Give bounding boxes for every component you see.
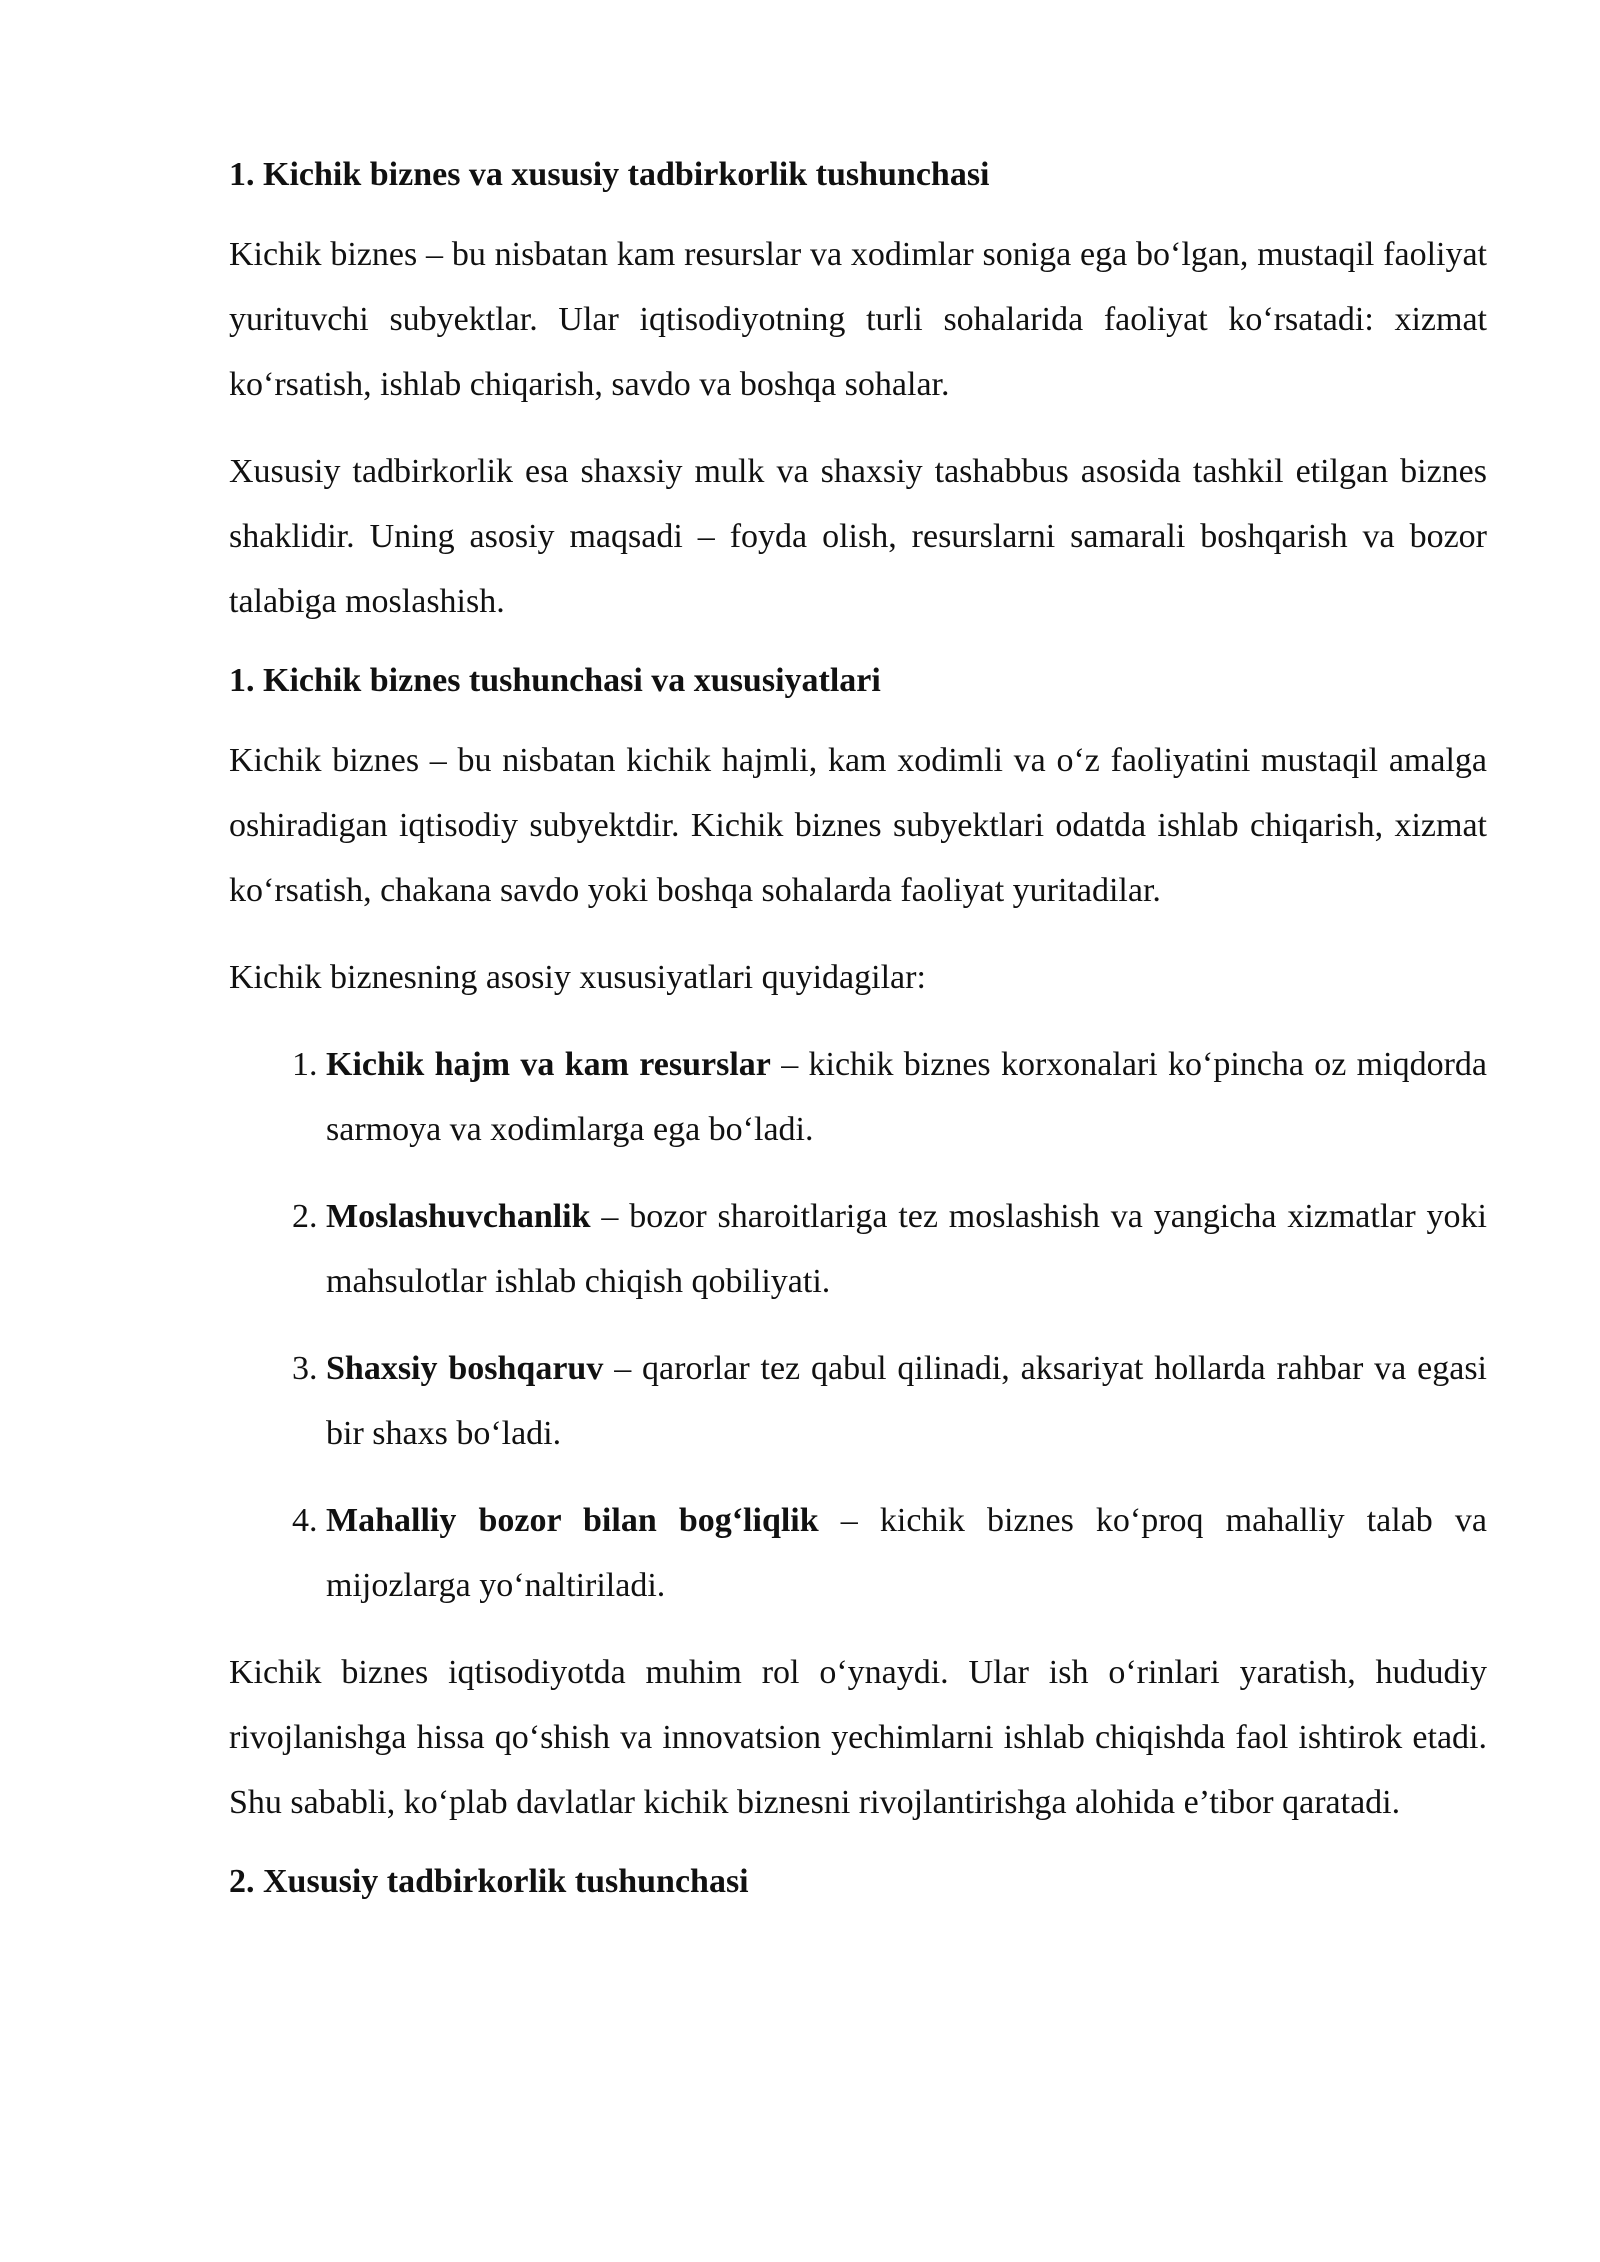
list-item [326,1032,1487,1162]
features-list [229,1032,1487,1618]
list-item-term: Mahalliy bozor bilan bog‘liqlik [326,1502,819,1539]
paragraph: Kichik biznes iqtisodiyotda muhim rol o‘ynaydi. Ular ish o‘rinlari yaratish, hududiy rivojlanishga hissa qo‘shish va innovatsion yechimlarni ishlab chiqishda faol ishtirok etadi. Shu sababli, ko‘plab davlatlar kichik biznesni rivojlantirishga alohida e’tibor qaratadi. [229,1654,1487,1821]
paragraph: Kichik biznes – bu nisbatan kichik hajmli, kam xodimli va o‘z faoliyatini mustaqil amalga oshiradigan iqtisodiy subyektdir. Kichik biznes subyektlari odatda ishlab chiqarish, xizmat ko‘rsatish, chakana savdo yoki boshqa sohalarda faoliyat yuritadilar. [229,742,1487,909]
list-item-term: Kichik hajm va kam resurslar [326,1046,771,1083]
list-item-term: Shaxsiy boshqaruv [326,1350,604,1387]
paragraph: Kichik biznesning asosiy xususiyatlari quyidagilar: [229,959,926,996]
list-item-text: – qarorlar tez qabul qilinadi, aksariyat hollarda rahbar va egasi bir shaxs bo‘ladi. [326,1350,1487,1452]
paragraph: Xususiy tadbirkorlik esa shaxsiy mulk va shaxsiy tashabbus asosida tashkil etilgan biznes shaklidir. Uning asosiy maqsadi – foyda olish, resurslarni samarali boshqarish va bozor talabiga moslashish. [229,453,1487,620]
document-page [229,150,1487,1929]
list-item-text: – kichik biznes korxonalari ko‘pincha oz miqdorda sarmoya va xodimlarga ega bo‘ladi. [326,1046,1487,1148]
list-item-term: Moslashuvchanlik [326,1198,591,1235]
paragraph: Kichik biznes – bu nisbatan kam resurslar va xodimlar soniga ega bo‘lgan, mustaqil faoliyat yurituvchi subyektlar. Ular iqtisodiyotning turli sohalarida faoliyat ko‘rsatadi: xizmat ko‘rsatish, ishlab chiqarish, savdo va boshqa sohalar. [229,236,1487,403]
section-heading: 1. Kichik biznes tushunchasi va xususiyatlari [229,662,881,699]
list-item-text: – bozor sharoitlariga tez moslashish va yangicha xizmatlar yoki mahsulotlar ishlab chiqish qobiliyati. [326,1198,1487,1300]
list-item-text: – kichik biznes ko‘proq mahalliy talab va mijozlarga yo‘naltiriladi. [326,1502,1487,1604]
section-heading: 2. Xususiy tadbirkorlik tushunchasi [229,1863,749,1900]
section-heading: 1. Kichik biznes va xususiy tadbirkorlik tushunchasi [229,156,990,193]
list-item [326,1488,1487,1618]
list-item [326,1184,1487,1314]
list-item [326,1336,1487,1466]
